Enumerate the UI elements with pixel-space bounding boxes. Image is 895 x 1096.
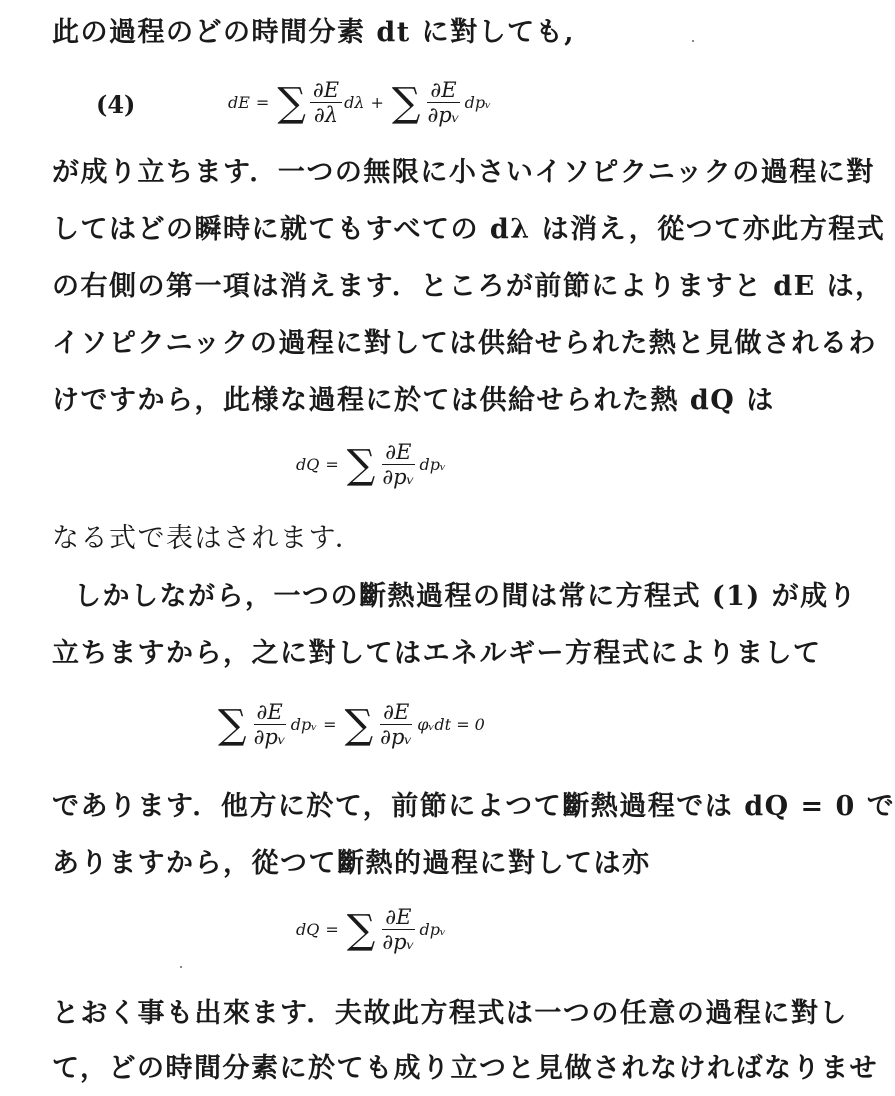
eqC-denominator: ∂pᵥ	[382, 930, 415, 954]
eqB-denominator-1: ∂pᵥ	[253, 725, 286, 749]
sum-symbol: ∑	[391, 79, 421, 126]
eqA-equals: =	[325, 455, 339, 474]
eq4-denominator-2: ∂pᵥ	[427, 103, 460, 127]
eqB-tail-1: dpᵥ	[290, 715, 318, 734]
sum-symbol: ∑	[218, 701, 247, 748]
equation-energy	[216, 700, 485, 749]
equation-4	[228, 78, 491, 127]
eq4-numerator-2: ∂E	[427, 78, 459, 103]
text-line-2: が成り立ちます．一つの無限に小さいイソピクニックの過程に對	[52, 157, 875, 188]
eq4-plus: +	[370, 93, 384, 112]
eqC-fraction	[379, 905, 417, 954]
eqB-numerator-2: ∂E	[380, 700, 412, 725]
scan-speck	[692, 40, 694, 42]
eqA-numerator: ∂E	[382, 440, 414, 465]
eq4-tail-2: dpᵥ	[464, 93, 492, 112]
text-line-13: て，どの時間分素に於ても成り立つと見做されなければなりませ	[52, 1053, 878, 1084]
eqC-numerator: ∂E	[382, 905, 414, 930]
eq4-fraction-1	[310, 78, 342, 127]
eq4-fraction-2	[424, 78, 462, 127]
text-line-8: しかしながら，一つの斷熱過程の間は常に方程式 (1) が成り	[74, 581, 858, 612]
equation-dq-2	[296, 905, 446, 954]
eqB-fraction-1	[251, 700, 289, 749]
eqA-lhs: dQ	[296, 455, 320, 474]
text-line-1: 此の過程のどの時間分素 dt に對しても,	[52, 17, 576, 48]
sum-symbol: ∑	[344, 701, 374, 748]
text-line-10: であります．他方に於て，前節によつて斷熱過程では dQ = 0 で	[52, 791, 895, 822]
eqB-denominator-2: ∂pᵥ	[380, 725, 413, 749]
text-line-7: なる式で表はされます．	[52, 523, 364, 554]
sum-symbol: ∑	[346, 906, 376, 953]
text-line-5: イソピクニックの過程に對しては供給せられた熱と見做されるわ	[52, 328, 877, 359]
equation-dq-1	[296, 440, 446, 489]
eq4-numerator-1: ∂E	[310, 78, 342, 103]
eqB-equals: =	[323, 715, 337, 734]
eq4-tail-1: dλ	[344, 93, 365, 112]
eqA-tail: dpᵥ	[419, 455, 446, 474]
eqB-numerator-1: ∂E	[254, 700, 286, 725]
eqB-tail-2: φᵥdt = 0	[417, 715, 485, 734]
eqA-denominator: ∂pᵥ	[382, 465, 415, 489]
eq4-lhs: dE	[228, 93, 250, 112]
eq4-denominator-1: ∂λ	[313, 103, 339, 127]
eqC-tail: dpᵥ	[419, 920, 446, 939]
text-line-11: ありますから，從つて斷熱的過程に對しては亦	[52, 848, 651, 879]
sum-symbol: ∑	[277, 79, 306, 126]
eqB-fraction-2	[377, 700, 415, 749]
text-line-9: 立ちますから，之に對してはエネルギー方程式によりまして	[52, 638, 822, 669]
text-line-12: とおく事も出來ます．夫故此方程式は一つの任意の過程に對し	[52, 998, 848, 1029]
text-line-4: の右側の第一項は消えます．ところが前節によりますと dE は，	[52, 271, 884, 302]
equation-number-4: (4)	[96, 90, 136, 119]
eq4-equals: =	[255, 93, 270, 112]
eqC-lhs: dQ	[296, 920, 320, 939]
eqC-equals: =	[325, 920, 339, 939]
text-line-3: してはどの瞬時に就てもすべての dλ は消え，從つて亦此方程式	[52, 214, 886, 245]
scan-speck	[180, 966, 182, 968]
sum-symbol: ∑	[346, 441, 376, 488]
eqA-fraction	[379, 440, 417, 489]
text-line-6: けですから，此様な過程に於ては供給せられた熱 dQ は	[52, 385, 775, 416]
